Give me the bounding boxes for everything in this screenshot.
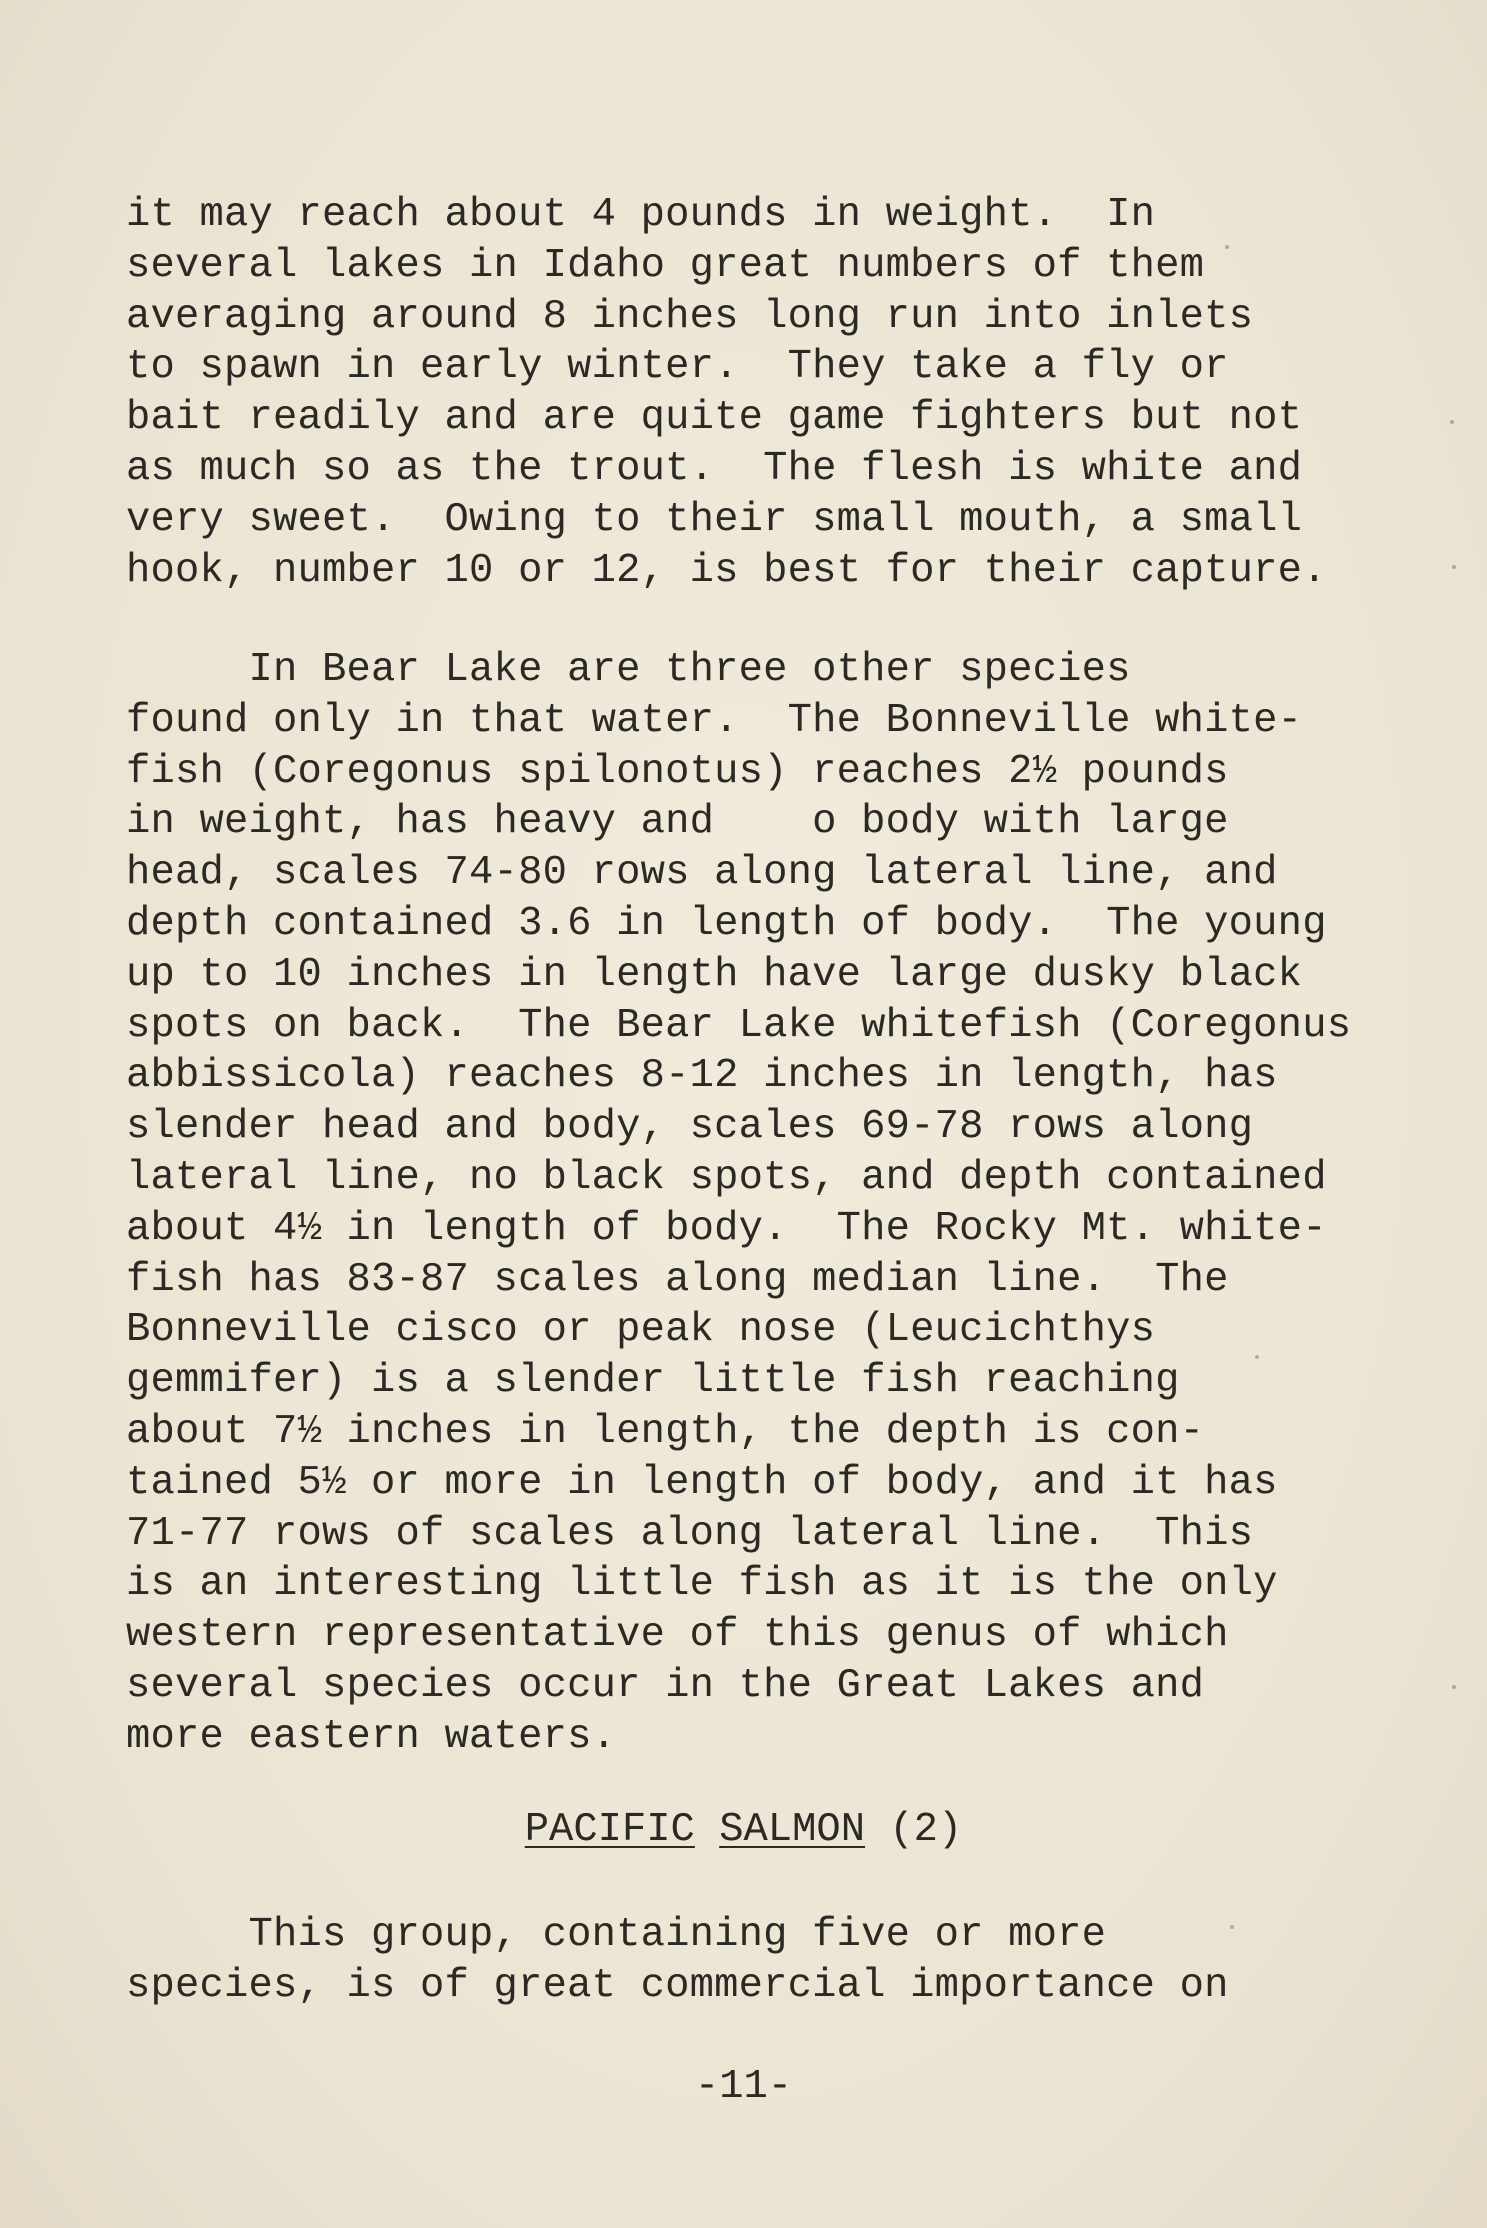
text-line: gemmifer) is a slender little fish reaching bbox=[126, 1358, 1180, 1405]
text-line: in weight, has heavy and o body with large bbox=[126, 799, 1229, 846]
text-line: fish (Coregonus spilonotus) reaches 2½ pounds bbox=[126, 748, 1229, 795]
section-heading bbox=[0, 1805, 1487, 1855]
text-line: bait readily and are quite game fighters but not bbox=[126, 395, 1303, 442]
text-line: very sweet. Owing to their small mouth, a small bbox=[126, 496, 1303, 543]
text-line: spots on back. The Bear Lake whitefish (Coregonus bbox=[126, 1002, 1352, 1049]
text-line: species, is of great commercial importance on bbox=[126, 1962, 1229, 2009]
paper-speck bbox=[1452, 1685, 1456, 1689]
text-line: abbissicola) reaches 8-12 inches in length, has bbox=[126, 1053, 1278, 1100]
paper-speck bbox=[1230, 1925, 1234, 1929]
heading-word: SALMON bbox=[719, 1807, 866, 1853]
text-line: slender head and body, scales 69-78 rows along bbox=[126, 1104, 1254, 1151]
text-line: depth contained 3.6 in length of body. The young bbox=[126, 900, 1327, 947]
text-line: more eastern waters. bbox=[126, 1713, 617, 1760]
text-line: 71-77 rows of scales along lateral line. This bbox=[126, 1510, 1254, 1557]
text-line: hook, number 10 or 12, is best for their capture. bbox=[126, 547, 1327, 594]
text-line: as much so as the trout. The flesh is white and bbox=[126, 445, 1303, 492]
text-line: This group, containing five or more bbox=[126, 1912, 1107, 1958]
heading-word: PACIFIC bbox=[524, 1807, 695, 1853]
text-line: several lakes in Idaho great numbers of them bbox=[126, 242, 1205, 289]
paragraph-bear-lake-species bbox=[126, 645, 1426, 1763]
paragraph-whitefish-intro bbox=[126, 190, 1426, 596]
heading-suffix: (2) bbox=[889, 1807, 963, 1853]
text-line: averaging around 8 inches long run into inlets bbox=[126, 293, 1254, 340]
text-line: tained 5½ or more in length of body, and it has bbox=[126, 1459, 1278, 1506]
text-line: up to 10 inches in length have large dusky black bbox=[126, 951, 1303, 998]
paper-speck bbox=[1225, 245, 1229, 249]
text-line: lateral line, no black spots, and depth contained bbox=[126, 1154, 1327, 1201]
text-line: several species occur in the Great Lakes and bbox=[126, 1662, 1205, 1709]
text-line: to spawn in early winter. They take a fly or bbox=[126, 344, 1229, 391]
paper-speck bbox=[1450, 420, 1454, 424]
text-line: western representative of this genus of which bbox=[126, 1612, 1229, 1659]
text-line: about 7½ inches in length, the depth is con- bbox=[126, 1408, 1205, 1455]
text-line: found only in that water. The Bonneville white- bbox=[126, 697, 1303, 744]
text-line: In Bear Lake are three other species bbox=[126, 647, 1131, 693]
text-line: Bonneville cisco or peak nose (Leucichthys bbox=[126, 1307, 1156, 1354]
text-line: it may reach about 4 pounds in weight. In bbox=[126, 192, 1156, 238]
paper-speck bbox=[1255, 1355, 1259, 1359]
page-number: -11- bbox=[694, 2064, 793, 2110]
text-line: fish has 83-87 scales along median line. The bbox=[126, 1256, 1229, 1303]
text-line: about 4½ in length of body. The Rocky Mt. white- bbox=[126, 1205, 1327, 1252]
text-line: head, scales 74-80 rows along lateral line, and bbox=[126, 850, 1278, 897]
text-line: is an interesting little fish as it is the only bbox=[126, 1561, 1278, 1608]
paper-speck bbox=[1452, 565, 1456, 569]
